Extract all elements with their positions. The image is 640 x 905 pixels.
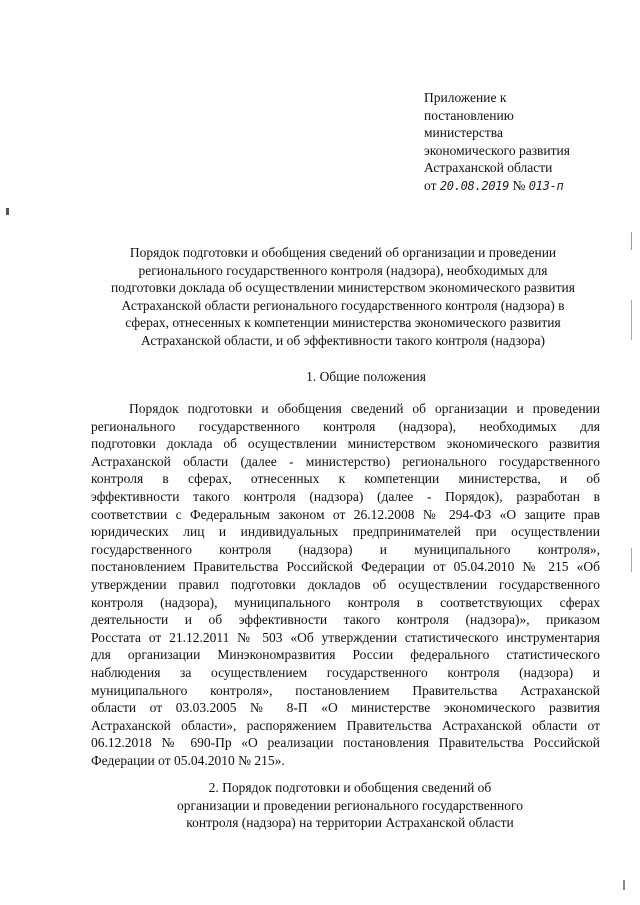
- title-line: регионального государственного контроля (надзора), необходимых для: [138, 262, 548, 278]
- paragraph-line: деятельности и об эффективности такого контроля (надзора)», приказом: [91, 612, 600, 628]
- paragraph-line: юридических лиц и индивидуальных предпринимателей при осуществлении: [91, 524, 600, 540]
- paragraph-line: для организации Минэкономразвития России федерального статистического: [91, 647, 600, 663]
- paragraph-line: Порядок подготовки и обобщения сведений об организации и проведении: [129, 401, 600, 416]
- paragraph-line: подготовки доклада об осуществлении министерством экономического развития: [91, 436, 600, 452]
- paragraph-line: Астраханской области», распоряжением Правительства Астраханской области от: [91, 717, 600, 733]
- document-title: [86, 244, 600, 350]
- appendix-date-line: [424, 177, 624, 196]
- title-line: Порядок подготовки и обобщения сведений об организации и проведении: [129, 245, 557, 260]
- appendix-block: [424, 89, 624, 196]
- appendix-line: Приложение к: [424, 90, 507, 105]
- title-line: Астраханской области, и об эффективности такого контроля (надзора): [140, 332, 546, 348]
- section-1-paragraph: [91, 400, 600, 769]
- section-2-heading: [150, 779, 550, 832]
- paragraph-line: Росстата от 21.12.2011 № 503 «Об утверждении статистического инструментария: [91, 629, 600, 645]
- appendix-line: министерства: [424, 125, 503, 141]
- paragraph-line: постановлением Правительства Российской Федерации от 05.04.2010 № 215 «Об: [91, 559, 600, 575]
- paragraph-line: наблюдения за осуществлением государственного контроля (надзора) и: [91, 664, 600, 680]
- paragraph-line: утверждении правил подготовки докладов об осуществлении государственного: [91, 576, 600, 592]
- title-line: подготовки доклада об осуществлении министерством экономического развития: [110, 280, 575, 296]
- scan-mark: [623, 880, 625, 890]
- paragraph-line: контроля (надзора), муниципального контроля в соответствующих сферах: [91, 594, 600, 610]
- scan-mark: [631, 300, 632, 340]
- handwritten-date: 20.08.2019: [439, 178, 510, 193]
- appendix-line: постановлению: [424, 107, 514, 123]
- paragraph-line: Астраханской области (далее - министерство) регионального государственного: [91, 453, 600, 469]
- paragraph-line: контроля в сферах, отнесенных к компетенции министерства, и об: [91, 471, 600, 487]
- title-line: сферах, отнесенных к компетенции министерства экономического развития: [125, 315, 561, 331]
- paragraph-line: области от 03.03.2005 № 8-П «О министерстве экономического развития: [91, 700, 600, 716]
- appendix-line: Астраханской области: [424, 160, 553, 176]
- paragraph-line: регионального государственного контроля (надзора), необходимых для: [91, 418, 600, 434]
- paragraph-line: муниципального контроля», постановлением Правительства Астраханской: [91, 682, 600, 698]
- section-1-heading: 1. Общие положения: [306, 369, 426, 384]
- scan-mark: [631, 548, 632, 572]
- date-prefix: от: [424, 177, 437, 193]
- heading-line: организации и проведении регионального государственного: [177, 797, 523, 813]
- scan-mark: [631, 232, 632, 250]
- title-line: Астраханской области регионального государственного контроля (надзора) в: [121, 297, 565, 313]
- paragraph-line: 06.12.2018 № 690-Пр «О реализации постановления Правительства Российской: [91, 735, 600, 751]
- paragraph-line: государственного контроля (надзора) и муниципального контроля»,: [91, 541, 600, 557]
- handwritten-number: 013-п: [528, 178, 564, 193]
- appendix-line: экономического развития: [424, 142, 570, 158]
- scan-dot: [6, 208, 9, 215]
- number-prefix: №: [512, 177, 526, 193]
- heading-line: 2. Порядок подготовки и обобщения сведений об: [208, 780, 492, 795]
- paragraph-line: эффективности такого контроля (надзора) (далее - Порядок), разработан в: [91, 488, 600, 504]
- heading-line: контроля (надзора) на территории Астраханской области: [186, 815, 514, 831]
- paragraph-line: соответствии с Федеральным законом от 26.12.2008 № 294-ФЗ «О защите прав: [91, 506, 600, 522]
- paragraph-line: Федерации от 05.04.2010 № 215».: [91, 752, 285, 768]
